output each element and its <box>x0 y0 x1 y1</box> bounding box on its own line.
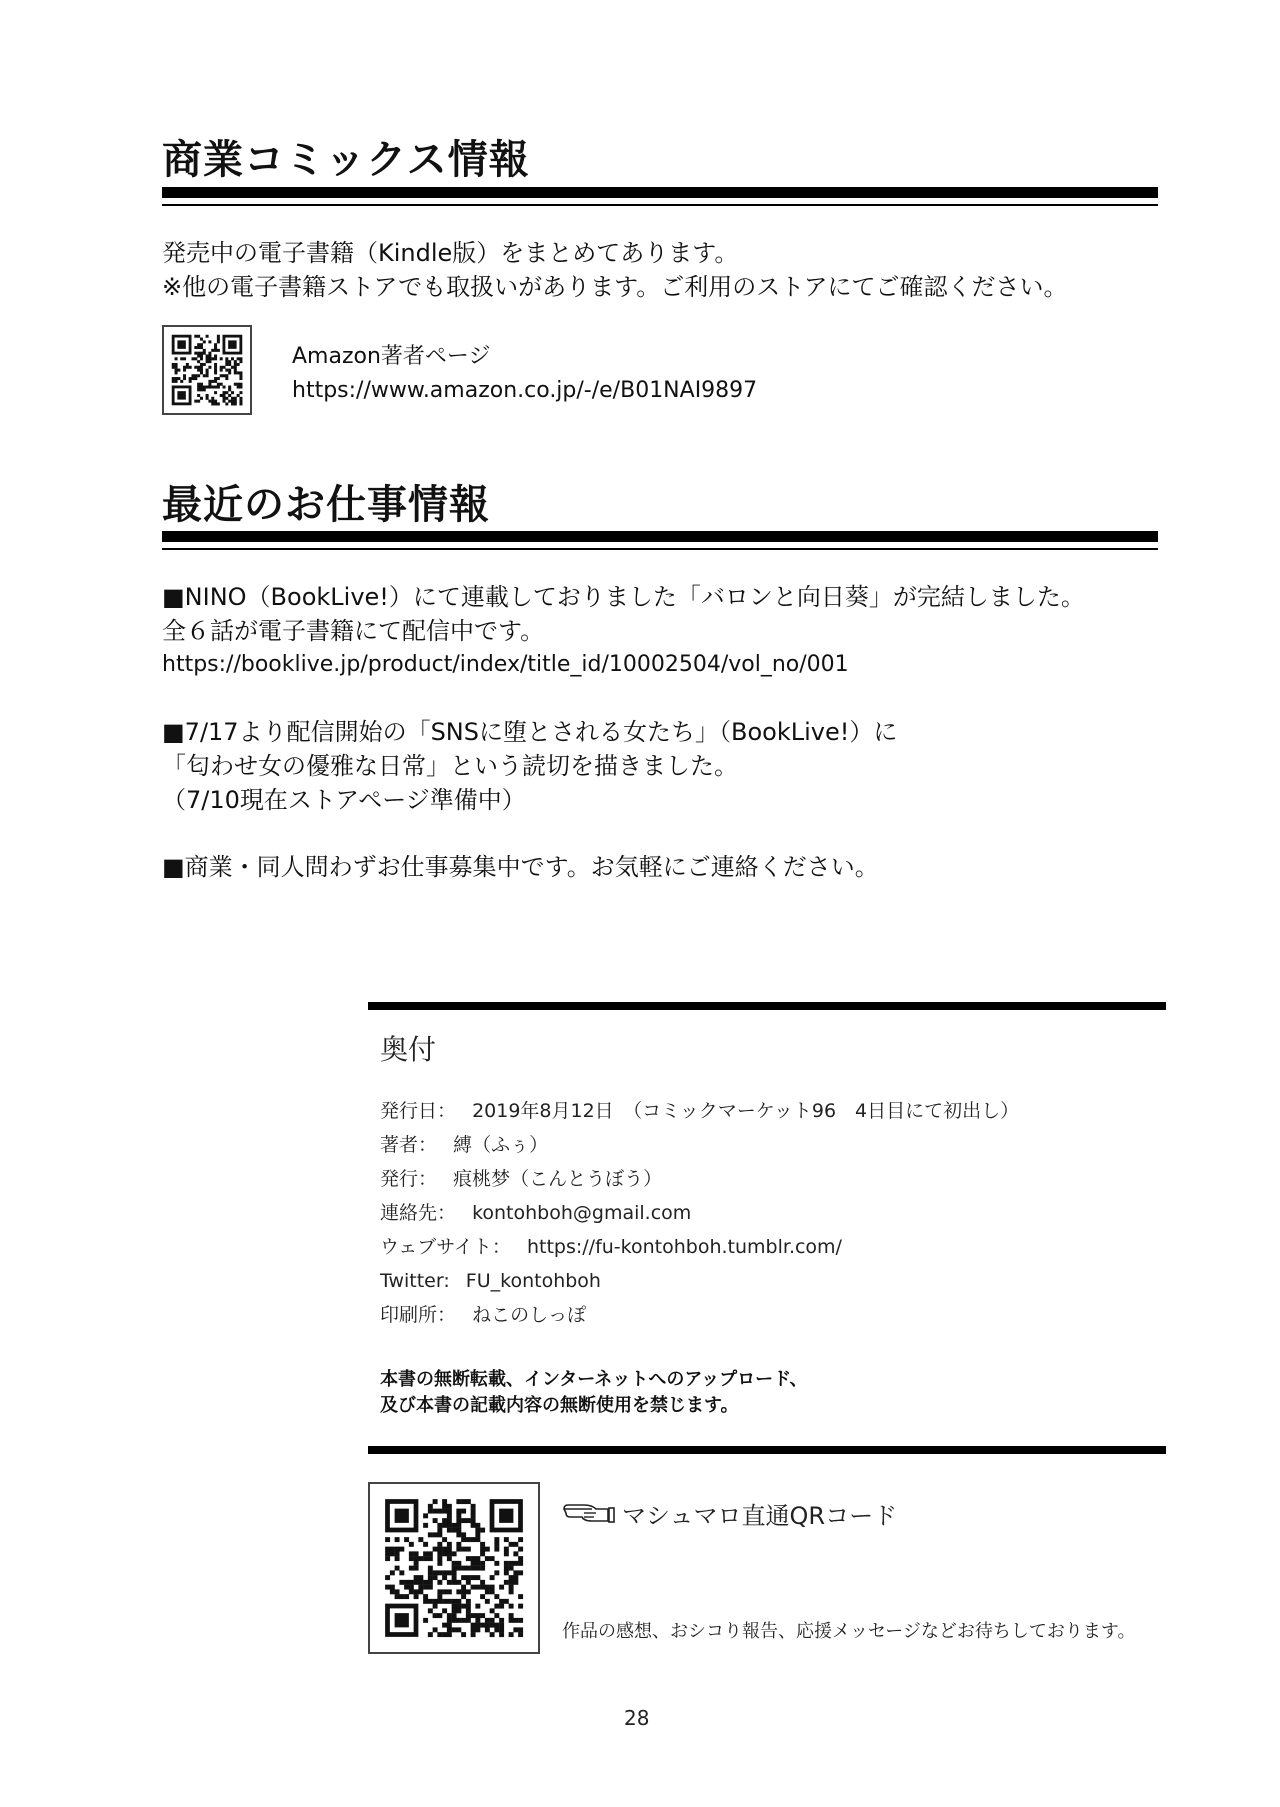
colophon-row-printer <box>380 1298 1019 1332</box>
marshmallow-qr-code[interactable] <box>368 1482 540 1654</box>
colophon-row-contact <box>380 1196 1019 1230</box>
colophon-label: 連絡先： <box>380 1202 457 1224</box>
colophon-value: 縛（ふぅ） <box>453 1134 549 1156</box>
recent-item-3-line-1: ■商業・同人問わずお仕事募集中です。お気軽にご連絡ください。 <box>162 853 879 881</box>
commercial-line-2: ※他の電子書籍ストアでも取扱いがあります。ご利用のストアにてご確認ください。 <box>162 273 1068 301</box>
colophon-title: 奥付 <box>380 1033 437 1066</box>
commercial-heading-subrule <box>162 204 1158 206</box>
colophon-rows <box>380 1094 1019 1332</box>
colophon-top-rule <box>368 1002 1166 1010</box>
colophon-bottom-rule <box>368 1446 1166 1454</box>
commercial-line-1: 発売中の電子書籍（Kindle版）をまとめてあります。 <box>162 239 739 267</box>
recent-item-1-line-2: 全６話が電子書籍にて配信中です。 <box>162 617 545 645</box>
colophon-label: 発行： <box>380 1168 438 1190</box>
colophon-row-website <box>380 1230 1019 1264</box>
copyright-notice-line-2: 及び本書の記載内容の無断使用を禁じます。 <box>380 1395 739 1416</box>
colophon-twitter-handle[interactable]: FU_kontohboh <box>465 1270 601 1292</box>
recent-work-heading-subrule <box>162 548 1158 550</box>
marshmallow-qr-title: マシュマロ直通QRコード <box>622 1502 898 1530</box>
marshmallow-description: 作品の感想、おシコり報告、応援メッセージなどお待ちしております。 <box>562 1621 1136 1642</box>
colophon-value: 2019年8月12日 （コミックマーケット96 4日目にて初出し） <box>472 1100 1020 1122</box>
recent-item-1-line-1: ■NINO（BookLive!）にて連載しておりました「バロンと向日葵」が完結しました。 <box>162 583 1085 611</box>
colophon-label: ウェブサイト： <box>380 1236 511 1258</box>
recent-item-2-line-2: 「匂わせ女の優雅な日常」という読切を描きました。 <box>162 752 738 780</box>
copyright-notice-line-1: 本書の無断転載、インターネットへのアップロード、 <box>380 1369 808 1390</box>
colophon-label: 著者： <box>380 1134 438 1156</box>
recent-work-heading: 最近のお仕事情報 <box>162 482 490 528</box>
recent-item-2-line-1: ■7/17より配信開始の「SNSに堕とされる女たち」（BookLive!）に <box>162 718 898 746</box>
colophon-row-twitter <box>380 1264 1019 1298</box>
colophon-label: 印刷所： <box>380 1304 457 1326</box>
colophon-row-issue-date <box>380 1094 1019 1128</box>
colophon-row-author <box>380 1128 1019 1162</box>
amazon-author-page-link[interactable]: https://www.amazon.co.jp/-/e/B01NAI9897 <box>292 378 758 403</box>
colophon-contact-email[interactable]: kontohboh@gmail.com <box>472 1202 692 1224</box>
recent-work-heading-rule <box>162 531 1158 542</box>
colophon-label: Twitter: <box>380 1270 450 1292</box>
pointing-hand-icon <box>562 1500 620 1524</box>
recent-item-1-link[interactable]: https://booklive.jp/product/index/title_id/10002504/vol_no/001 <box>162 652 849 677</box>
colophon-value: ねこのしっぽ <box>472 1304 587 1326</box>
recent-item-2-line-3: （7/10現在ストアページ準備中） <box>162 786 526 814</box>
amazon-author-page-label: Amazon著者ページ <box>292 344 491 369</box>
colophon-value: 痕桃梦（こんとうぼう） <box>453 1168 663 1190</box>
amazon-qr-code[interactable] <box>162 325 252 415</box>
commercial-heading: 商業コミックス情報 <box>162 137 530 183</box>
commercial-heading-rule <box>162 187 1158 198</box>
colophon-row-publisher <box>380 1162 1019 1196</box>
colophon-website-link[interactable]: https://fu-kontohboh.tumblr.com/ <box>526 1236 842 1258</box>
colophon-label: 発行日： <box>380 1100 457 1122</box>
page-number: 28 <box>624 1706 650 1730</box>
